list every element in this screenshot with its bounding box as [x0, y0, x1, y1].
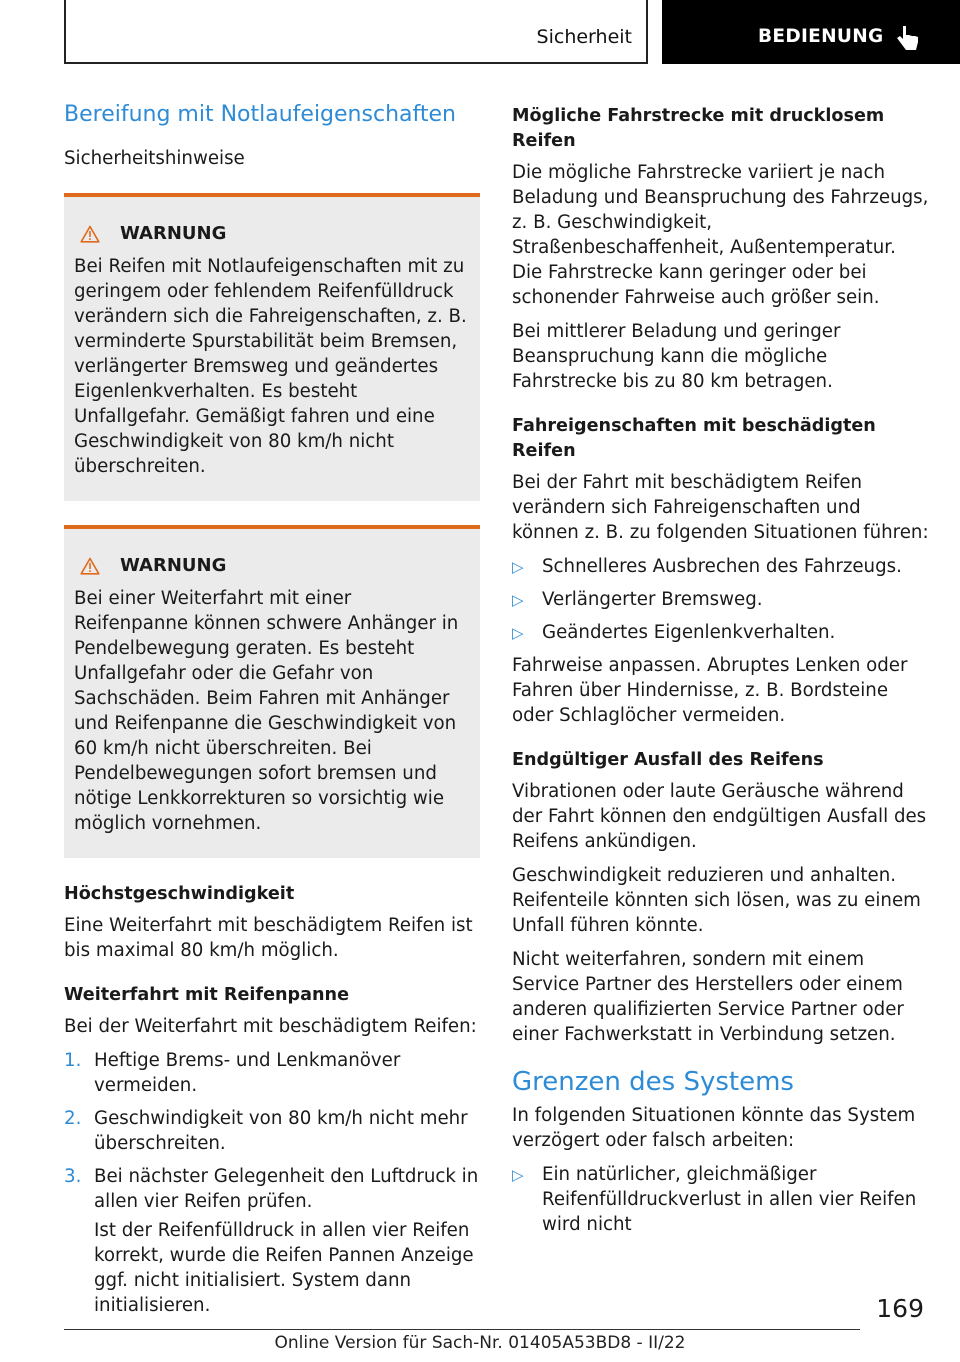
heading-flat-tire: Weiterfahrt mit Reifenpanne: [64, 985, 349, 1005]
list-item: [512, 587, 930, 612]
paragraph: Bei der Fahrt mit beschädigtem Reifen verändern sich Fahreigenschaften und können z. B. zu folgenden Situationen führen:: [512, 472, 929, 543]
list-item-text: Geändertes Eigenlenkverhalten.: [542, 622, 836, 643]
triangle-bullet-icon: ▷: [512, 558, 524, 576]
warning-text: Bei Reifen mit Notlaufeigenschaften mit zu geringem oder fehlendem Reifenfülldruck verändern sich die Fahreigenschaften, z. B. verminderte Spurstabilität beim Bremsen, verlängerter Bremsweg und geändertes Eigenlenkverhalten. Es besteht Unfallgefahr. Gemäßigt fahren und eine Geschwindigkeit von 80 km/h nicht überschreiten.: [74, 256, 467, 477]
header-section-title: Sicherheit: [536, 26, 632, 48]
header-section-box: [64, 0, 648, 64]
heading-handling: Fahreigenschaften mit beschädigten Reifen: [512, 416, 876, 461]
warning-header: [80, 553, 470, 578]
list-item: [64, 1048, 480, 1098]
heading-max-speed: Höchstgeschwindigkeit: [64, 884, 295, 904]
list-item-text: Heftige Brems- und Lenkmanöver vermeiden.: [94, 1050, 401, 1096]
paragraph: Die mögliche Fahrstrecke variiert je nach Beladung und Beanspruchung des Fahrzeugs, z. B. Geschwindigkeit, Straßenbeschaffenheit, Außentemperatur. Die Fahrstrecke kann geringer oder bei schonender Fahrweise auch größer sein.: [512, 162, 929, 308]
bullet-list: [512, 554, 930, 645]
list-item: [64, 1106, 480, 1156]
header-chapter-box: [662, 0, 960, 64]
footer-online-version: Online Version für Sach-Nr. 01405A53BD8 - II/22: [274, 1333, 686, 1353]
paragraph: Nicht weiterfahren, sondern mit einem Service Partner des Herstellers oder einem anderen qualifizierten Service Partner oder einer Fachwerkstatt in Verbindung setzen.: [512, 949, 904, 1045]
warning-header: [80, 221, 470, 246]
list-item-text: Verlängerter Bremsweg.: [542, 589, 763, 610]
header-chapter-title: BEDIENUNG: [758, 26, 884, 47]
warning-label: WARNUNG: [120, 223, 227, 244]
list-item-text: Bei nächster Gelegenheit den Luftdruck in allen vier Reifen prüfen.: [94, 1166, 479, 1212]
triangle-bullet-icon: ▷: [512, 1166, 524, 1184]
warning-triangle-icon: [80, 225, 100, 243]
list-item-text: Ein natürlicher, gleichmäßiger Reifenfülldruckverlust in allen vier Reifen wird nicht: [542, 1164, 917, 1235]
list-item: [512, 554, 930, 579]
list-item: [512, 620, 930, 645]
list-item: [64, 1164, 480, 1318]
left-column: [64, 100, 480, 1326]
warning-text: Bei einer Weiterfahrt mit einer Reifenpanne können schwere Anhänger in Pendelbewegung geraten. Es besteht Unfallgefahr oder die Gefahr von Sachschäden. Beim Fahren mit Anhänger und Reifenpanne die Geschwindigkeit von 60 km/h nicht überschreiten. Bei Pendelbewegungen sofort bremsen und nötige Lenkkorrekturen so vorsichtig wie möglich vornehmen.: [74, 588, 459, 834]
section-title: Bereifung mit Notlaufeigenschaften: [64, 102, 456, 127]
paragraph: Bei der Weiterfahrt mit beschädigtem Reifen:: [64, 1016, 477, 1037]
footer-divider: [64, 1329, 860, 1330]
paragraph: Geschwindigkeit reduzieren und anhalten. Reifenteile könnten sich lösen, was zu einem Unfall führen könnte.: [512, 865, 921, 936]
warning-label: WARNUNG: [120, 555, 227, 576]
page-number: 169: [876, 1294, 924, 1323]
triangle-bullet-icon: ▷: [512, 591, 524, 609]
list-item-text: Geschwindigkeit von 80 km/h nicht mehr überschreiten.: [94, 1108, 468, 1154]
list-number: 3.: [64, 1166, 82, 1187]
right-column: [512, 100, 930, 1245]
triangle-bullet-icon: ▷: [512, 624, 524, 642]
paragraph: Bei mittlerer Beladung und geringer Beanspruchung kann die mögliche Fahrstrecke bis zu 80 km betragen.: [512, 321, 841, 392]
list-item-note: Ist der Reifenfülldruck in allen vier Reifen korrekt, wurde die Reifen Pannen Anzeige ggf. nicht initialisiert. System dann initialisieren.: [94, 1220, 474, 1316]
warning-box: [64, 193, 480, 501]
section-title-limits: Grenzen des Systems: [512, 1067, 794, 1097]
warning-box: [64, 525, 480, 858]
paragraph: In folgenden Situationen könnte das System verzögert oder falsch arbeiten:: [512, 1105, 916, 1151]
heading-driving-distance: Mögliche Fahrstrecke mit drucklosem Reifen: [512, 106, 885, 151]
paragraph: Fahrweise anpassen. Abruptes Lenken oder Fahren über Hindernisse, z. B. Bordsteine oder Schlaglöcher vermeiden.: [512, 655, 908, 726]
list-item-text: Schnelleres Ausbrechen des Fahrzeugs.: [542, 556, 902, 577]
paragraph: Vibrationen oder laute Geräusche während der Fahrt können den endgültigen Ausfall des Reifens ankündigen.: [512, 781, 927, 852]
subsection-title: Sicherheitshinweise: [64, 148, 245, 169]
warning-triangle-icon: [80, 557, 100, 575]
list-item: [512, 1162, 930, 1237]
hand-pointer-icon: [894, 24, 920, 52]
heading-tire-failure: Endgültiger Ausfall des Reifens: [512, 750, 824, 770]
numbered-list: [64, 1048, 480, 1318]
list-number: 1.: [64, 1050, 82, 1071]
paragraph: Eine Weiterfahrt mit beschädigtem Reifen ist bis maximal 80 km/h möglich.: [64, 915, 473, 961]
list-number: 2.: [64, 1108, 82, 1129]
bullet-list: [512, 1162, 930, 1237]
